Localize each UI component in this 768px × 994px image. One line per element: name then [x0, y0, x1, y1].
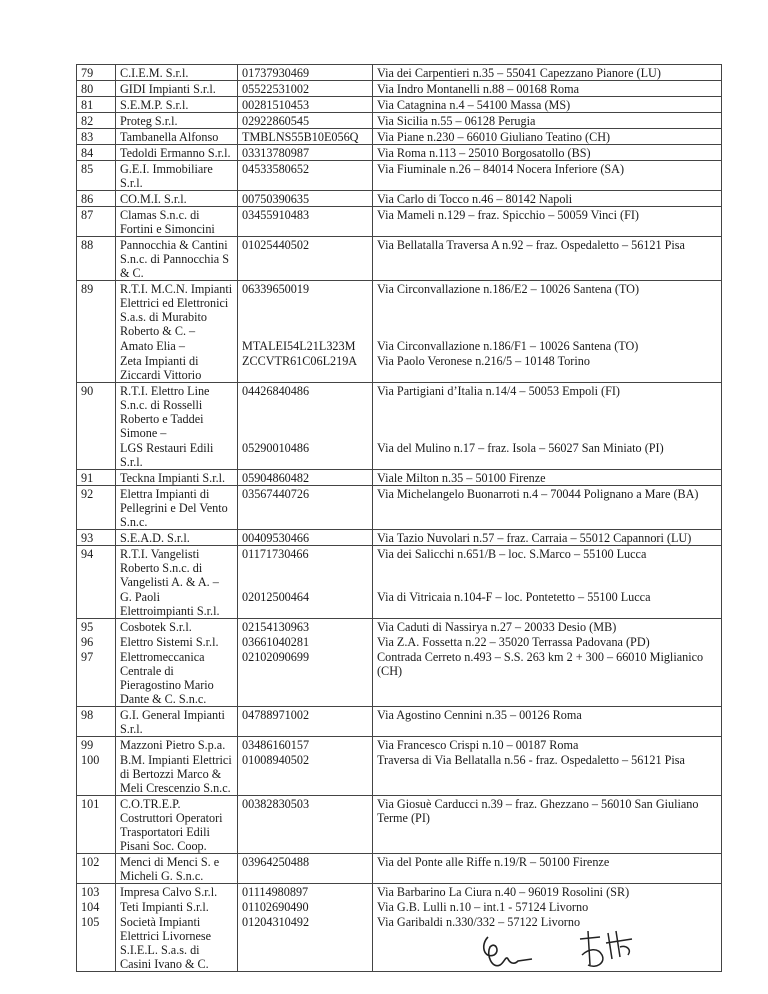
company-address: Via Garibaldi n.330/332 – 57122 Livorno: [373, 914, 722, 972]
row-number: 93: [77, 530, 116, 546]
company-address: Via Piane n.230 – 66010 Giuliano Teatino (CH): [373, 129, 722, 145]
vat-code: 06339650019: [238, 281, 373, 339]
company-name: S.E.M.P. S.r.l.: [116, 97, 238, 113]
company-address: Via Roma n.113 – 25010 Borgosatollo (BS): [373, 145, 722, 161]
company-address: Via Giosuè Carducci n.39 – fraz. Ghezzano – 56010 San Giuliano Terme (PI): [373, 796, 722, 854]
vat-code: 01204310492: [238, 914, 373, 972]
table-row: [77, 440, 722, 470]
company-address: Traversa di Via Bellatalla n.56 - fraz. Ospedaletto – 56121 Pisa: [373, 752, 722, 796]
company-name: Elettromeccanica Centrale di Pieragostino Mario Dante & C. S.n.c.: [116, 649, 238, 707]
table-row: [77, 619, 722, 635]
table-row: [77, 237, 722, 281]
company-name: B.M. Impianti Elettrici di Bertozzi Marco & Meli Crescenzio S.n.c.: [116, 752, 238, 796]
company-address: Via dei Salicchi n.651/B – loc. S.Marco – 55100 Lucca: [373, 546, 722, 590]
table-row: [77, 113, 722, 129]
company-name: Mazzoni Pietro S.p.a.: [116, 737, 238, 753]
row-number: 89: [77, 281, 116, 339]
company-name: Elettro Sistemi S.r.l.: [116, 634, 238, 649]
row-number: 91: [77, 470, 116, 486]
vat-code: 03486160157: [238, 737, 373, 753]
table-row: [77, 353, 722, 383]
table-row: [77, 161, 722, 191]
company-address: Via Z.A. Fossetta n.22 – 35020 Terrassa Padovana (PD): [373, 634, 722, 649]
company-address: Via Caduti di Nassirya n.27 – 20033 Desio (MB): [373, 619, 722, 635]
company-address: Via Catagnina n.4 – 54100 Massa (MS): [373, 97, 722, 113]
vat-code: 04533580652: [238, 161, 373, 191]
row-number: 88: [77, 237, 116, 281]
table-row: [77, 191, 722, 207]
company-address: Via Sicilia n.55 – 06128 Perugia: [373, 113, 722, 129]
company-name: Zeta Impianti di Ziccardi Vittorio: [116, 353, 238, 383]
company-address: Via Agostino Cennini n.35 – 00126 Roma: [373, 707, 722, 737]
company-address: Via Bellatalla Traversa A n.92 – fraz. Ospedaletto – 56121 Pisa: [373, 237, 722, 281]
row-number: 104: [77, 899, 116, 914]
table-row: [77, 470, 722, 486]
row-number: 90: [77, 383, 116, 441]
company-name: Pannocchia & Cantini S.n.c. di Pannocchia S & C.: [116, 237, 238, 281]
vat-code: 00409530466: [238, 530, 373, 546]
row-number: 94: [77, 546, 116, 590]
handwritten-signatures: [470, 925, 690, 985]
vat-code: 04788971002: [238, 707, 373, 737]
vat-code: 02922860545: [238, 113, 373, 129]
row-number: 102: [77, 854, 116, 884]
vat-code: 00281510453: [238, 97, 373, 113]
table-row: [77, 854, 722, 884]
company-name: R.T.I. Vangelisti Roberto S.n.c. di Vangelisti A. & A. –: [116, 546, 238, 590]
company-name: G.I. General Impianti S.r.l.: [116, 707, 238, 737]
table-row: [77, 796, 722, 854]
vat-code: 01025440502: [238, 237, 373, 281]
row-number: 101: [77, 796, 116, 854]
company-address: Via del Mulino n.17 – fraz. Isola – 56027 San Miniato (PI): [373, 440, 722, 470]
company-address: Via Circonvallazione n.186/F1 – 10026 Santena (TO): [373, 338, 722, 353]
table-row: [77, 129, 722, 145]
vat-code: 01737930469: [238, 65, 373, 81]
company-name: S.E.A.D. S.r.l.: [116, 530, 238, 546]
company-address: Via G.B. Lulli n.10 – int.1 - 57124 Livorno: [373, 899, 722, 914]
company-name: R.T.I. M.C.N. Impianti Elettrici ed Elettronici S.a.s. di Murabito Roberto & C. –: [116, 281, 238, 339]
company-name: Proteg S.r.l.: [116, 113, 238, 129]
row-number: 105: [77, 914, 116, 972]
table-row: [77, 338, 722, 353]
company-address: Via Indro Montanelli n.88 – 00168 Roma: [373, 81, 722, 97]
row-number: 95: [77, 619, 116, 635]
row-number: 84: [77, 145, 116, 161]
table-row: [77, 207, 722, 237]
row-number: [77, 353, 116, 383]
table-row: [77, 546, 722, 590]
row-number: 82: [77, 113, 116, 129]
vat-code: 04426840486: [238, 383, 373, 441]
row-number: 83: [77, 129, 116, 145]
row-number: [77, 440, 116, 470]
company-address: Via di Vitricaia n.104-F – loc. Pontetetto – 55100 Lucca: [373, 589, 722, 619]
company-address: Viale Milton n.35 – 50100 Firenze: [373, 470, 722, 486]
vat-code: 01114980897: [238, 884, 373, 900]
table-row: [77, 634, 722, 649]
vat-code: 01171730466: [238, 546, 373, 590]
row-number: 85: [77, 161, 116, 191]
company-name: C.O.TR.E.P. Costruttori Operatori Trasportatori Edili Pisani Soc. Coop.: [116, 796, 238, 854]
company-name: Clamas S.n.c. di Fortini e Simoncini: [116, 207, 238, 237]
table-row: [77, 81, 722, 97]
row-number: 87: [77, 207, 116, 237]
company-address: Via Carlo di Tocco n.46 – 80142 Napoli: [373, 191, 722, 207]
vat-code: 00750390635: [238, 191, 373, 207]
company-name: C.I.E.M. S.r.l.: [116, 65, 238, 81]
row-number: 98: [77, 707, 116, 737]
vat-code: 00382830503: [238, 796, 373, 854]
company-name: LGS Restauri Edili S.r.l.: [116, 440, 238, 470]
table-row: [77, 884, 722, 900]
table-row: [77, 97, 722, 113]
row-number: 103: [77, 884, 116, 900]
table-row: [77, 589, 722, 619]
vat-code: 05522531002: [238, 81, 373, 97]
company-address: Via Tazio Nuvolari n.57 – fraz. Carraia – 55012 Capannori (LU): [373, 530, 722, 546]
company-name: G. Paoli Elettroimpianti S.r.l.: [116, 589, 238, 619]
vat-code: 01008940502: [238, 752, 373, 796]
vat-code: 03964250488: [238, 854, 373, 884]
row-number: 86: [77, 191, 116, 207]
company-name: Amato Elia –: [116, 338, 238, 353]
vat-code: 03661040281: [238, 634, 373, 649]
company-name: Menci di Menci S. e Micheli G. S.n.c.: [116, 854, 238, 884]
company-address: Via Fiuminale n.26 – 84014 Nocera Inferiore (SA): [373, 161, 722, 191]
company-address: Via Michelangelo Buonarroti n.4 – 70044 Polignano a Mare (BA): [373, 486, 722, 530]
company-address: Via Partigiani d’Italia n.14/4 – 50053 Empoli (FI): [373, 383, 722, 441]
vat-code: 03313780987: [238, 145, 373, 161]
company-name: Impresa Calvo S.r.l.: [116, 884, 238, 900]
company-name: R.T.I. Elettro Line S.n.c. di Rosselli Roberto e Taddei Simone –: [116, 383, 238, 441]
contractors-table: [76, 64, 722, 972]
company-address: Via Paolo Veronese n.216/5 – 10148 Torino: [373, 353, 722, 383]
vat-code: 01102690490: [238, 899, 373, 914]
company-address: Via Circonvallazione n.186/E2 – 10026 Santena (TO): [373, 281, 722, 339]
company-name: Elettra Impianti di Pellegrini e Del Vento S.n.c.: [116, 486, 238, 530]
row-number: 80: [77, 81, 116, 97]
vat-code: TMBLNS55B10E056Q: [238, 129, 373, 145]
company-address: Contrada Cerreto n.493 – S.S. 263 km 2 + 300 – 66010 Miglianico (CH): [373, 649, 722, 707]
vat-code: 05290010486: [238, 440, 373, 470]
row-number: 81: [77, 97, 116, 113]
company-name: Teckna Impianti S.r.l.: [116, 470, 238, 486]
company-address: Via Barbarino La Ciura n.40 – 96019 Rosolini (SR): [373, 884, 722, 900]
company-name: Tedoldi Ermanno S.r.l.: [116, 145, 238, 161]
table-row: [77, 486, 722, 530]
company-name: Cosbotek S.r.l.: [116, 619, 238, 635]
row-number: 100: [77, 752, 116, 796]
vat-code: 02102090699: [238, 649, 373, 707]
company-name: Teti Impianti S.r.l.: [116, 899, 238, 914]
company-name: GIDI Impianti S.r.l.: [116, 81, 238, 97]
row-number: 92: [77, 486, 116, 530]
row-number: [77, 338, 116, 353]
table-row: [77, 65, 722, 81]
company-name: CO.M.I. S.r.l.: [116, 191, 238, 207]
company-name: Tambanella Alfonso: [116, 129, 238, 145]
company-address: Via dei Carpentieri n.35 – 55041 Capezzano Pianore (LU): [373, 65, 722, 81]
table-row: [77, 383, 722, 441]
table-row: [77, 737, 722, 753]
row-number: 99: [77, 737, 116, 753]
vat-code: 03567440726: [238, 486, 373, 530]
vat-code: 02154130963: [238, 619, 373, 635]
row-number: [77, 589, 116, 619]
company-name: Società Impianti Elettrici Livornese S.I.E.L. S.a.s. di Casini Ivano & C.: [116, 914, 238, 972]
vat-code: MTALEI54L21L323M: [238, 338, 373, 353]
row-number: 96: [77, 634, 116, 649]
row-number: 79: [77, 65, 116, 81]
vat-code: 03455910483: [238, 207, 373, 237]
vat-code: 02012500464: [238, 589, 373, 619]
table-row: [77, 649, 722, 707]
row-number: 97: [77, 649, 116, 707]
vat-code: 05904860482: [238, 470, 373, 486]
table-row: [77, 281, 722, 339]
company-address: Via Mameli n.129 – fraz. Spicchio – 50059 Vinci (FI): [373, 207, 722, 237]
table-row: [77, 145, 722, 161]
company-address: Via Francesco Crispi n.10 – 00187 Roma: [373, 737, 722, 753]
table-row: [77, 530, 722, 546]
table-row: [77, 899, 722, 914]
table-row: [77, 707, 722, 737]
vat-code: ZCCVTR61C06L219A: [238, 353, 373, 383]
company-address: Via del Ponte alle Riffe n.19/R – 50100 Firenze: [373, 854, 722, 884]
company-name: G.E.I. Immobiliare S.r.l.: [116, 161, 238, 191]
table-row: [77, 752, 722, 796]
